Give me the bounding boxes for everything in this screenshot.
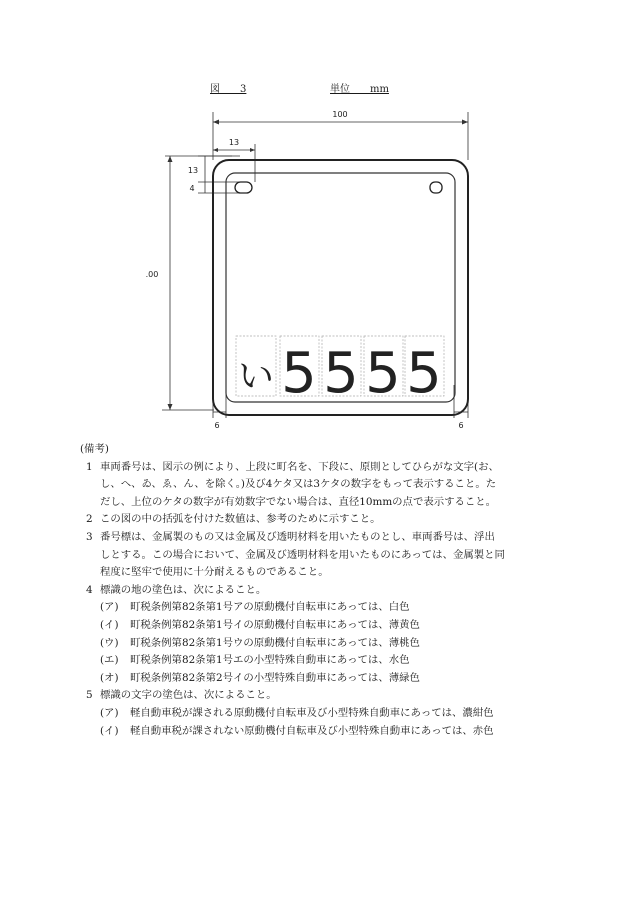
- note-subitem: [80, 635, 550, 653]
- dim-label-hole-vertical: 13: [187, 166, 199, 175]
- figure-title: 図 3: [210, 84, 247, 95]
- subitem-mark: (イ): [100, 618, 119, 631]
- mounting-hole-left: [235, 182, 252, 193]
- dim-label-bottom-left: 6: [214, 421, 220, 430]
- note-number: 4: [86, 583, 93, 596]
- dim-label-height: .00: [145, 270, 159, 279]
- plate-digit: 5: [406, 341, 442, 406]
- note-item: [80, 582, 550, 600]
- note-line: 車両番号は、図示の例により、上段に町名を、下段に、原則としてひらがな文字(お、: [100, 460, 499, 473]
- subitem-mark: (オ): [100, 671, 119, 684]
- dim-label-hole-size: 4: [189, 184, 195, 193]
- note-item: [80, 511, 550, 529]
- note-subitem: [80, 670, 550, 688]
- note-subitem: [80, 652, 550, 670]
- note-line: 番号標は、金属製のもの又は金属及び透明材料を用いたものとし、車両番号は、浮出: [100, 530, 495, 543]
- subitem-text: 町税条例第82条第1号イの原動機付自転車にあっては、薄黄色: [130, 618, 420, 631]
- mounting-hole-right: [430, 182, 442, 193]
- dim-label-hole-offset: 13: [228, 138, 240, 147]
- note-line: この図の中の括弧を付けた数値は、参考のために示すこと。: [100, 513, 381, 526]
- note-line: 標識の文字の塗色は、次によること。: [100, 689, 277, 702]
- subitem-text: 町税条例第82条第1号ウの原動機付自転車にあっては、薄桃色: [130, 636, 420, 649]
- note-subitem: [80, 617, 550, 635]
- note-subitem: [80, 723, 550, 741]
- note-line: 程度に堅牢で使用に十分耐えるものであること。: [100, 566, 329, 579]
- plate-digit: 5: [323, 341, 359, 406]
- plate-digit: 5: [365, 341, 401, 406]
- note-continuation: [80, 494, 550, 512]
- dim-label-width: 100: [332, 110, 348, 119]
- figure-unit: 単位 mm: [330, 84, 389, 95]
- subitem-mark: (ア): [100, 706, 119, 719]
- note-line: だし、上位のケタの数字が有効数字でない場合は、直径10mmの点で表示すること。: [100, 495, 497, 508]
- subitem-text: 軽自動車税が課されない原動機付自転車及び小型特殊自動車にあっては、赤色: [130, 724, 494, 737]
- dim-label-bottom-right: 6: [458, 421, 464, 430]
- note-number: 5: [86, 689, 93, 702]
- subitem-mark: (エ): [100, 654, 119, 667]
- note-line: 標識の地の塗色は、次によること。: [100, 583, 267, 596]
- note-continuation: [80, 564, 550, 582]
- subitem-text: 軽自動車税が課される原動機付自転車及び小型特殊自動車にあっては、濃紺色: [130, 706, 494, 719]
- plate-digit: 5: [281, 341, 317, 406]
- note-number: 3: [86, 530, 93, 543]
- license-plate-diagram: [0, 100, 630, 430]
- subitem-text: 町税条例第82条第2号イの小型特殊自動車にあっては、薄緑色: [130, 671, 420, 684]
- note-subitem: [80, 599, 550, 617]
- subitem-mark: (ウ): [100, 636, 119, 649]
- note-line: し、へ、ゐ、ゑ、ん、を除く。)及び4ケタ又は3ケタの数字をもって表示すること。た: [100, 478, 497, 491]
- subitem-mark: (イ): [100, 724, 119, 737]
- note-item: [80, 459, 550, 477]
- subitem-text: 町税条例第82条第1号アの原動機付自転車にあっては、白色: [130, 601, 410, 614]
- subitem-mark: (ア): [100, 601, 119, 614]
- subitem-text: 町税条例第82条第1号エの小型特殊自動車にあっては、水色: [130, 654, 410, 667]
- note-continuation: [80, 476, 550, 494]
- note-subitem: [80, 705, 550, 723]
- notes-section: [80, 441, 550, 740]
- notes-heading: (備考): [80, 443, 109, 455]
- note-number: 1: [86, 460, 93, 473]
- plate-hiragana: い: [237, 356, 275, 397]
- note-item: [80, 687, 550, 705]
- note-line: しとする。この場合において、金属及び透明材料を用いたものにあっては、金属製と同: [100, 548, 505, 561]
- note-item: [80, 529, 550, 547]
- note-number: 2: [86, 513, 93, 526]
- note-continuation: [80, 547, 550, 565]
